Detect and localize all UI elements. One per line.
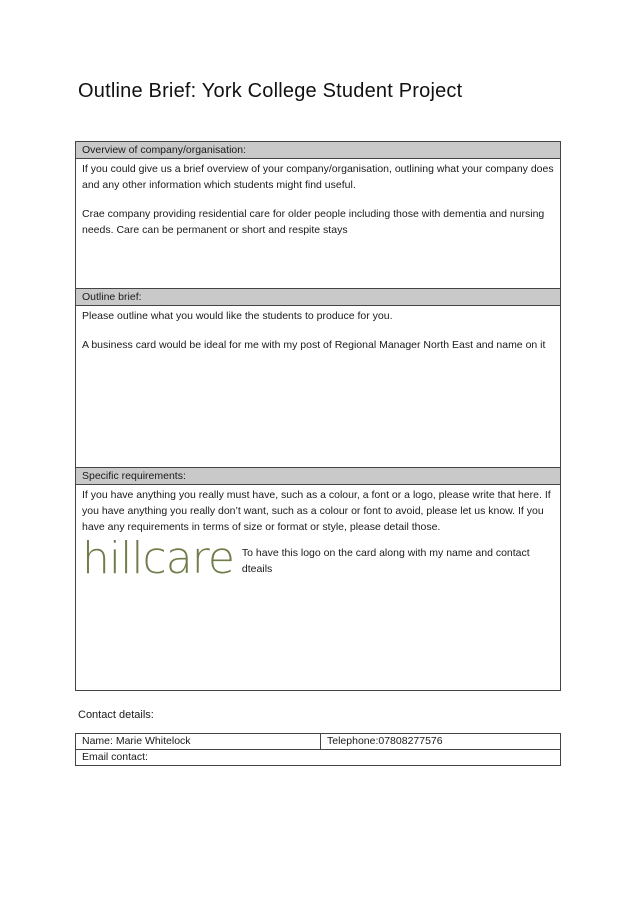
overview-answer: Crae company providing residential care for older people including those with dementia and nursing needs. Care can be permanent or short and respite stays	[82, 208, 545, 236]
hillcare-logo: hillcare	[82, 533, 234, 584]
overview-prompt: If you could give us a brief overview of your company/organisation, outlining what your company does and any other information which students might find useful.	[82, 163, 554, 191]
section-heading-overview: Overview of company/organisation:	[76, 142, 560, 159]
contact-row	[76, 734, 560, 749]
logo-row	[82, 533, 554, 584]
contact-table	[75, 733, 561, 766]
page-title: Outline Brief: York College Student Project	[78, 80, 463, 102]
section-heading-requirements: Specific requirements:	[76, 468, 560, 485]
logo-note: To have this logo on the card along with my name and contact dteails	[241, 547, 530, 575]
brief-table	[75, 141, 561, 691]
outline-answer: A business card would be ideal for me with my post of Regional Manager North East and name on it	[82, 339, 546, 351]
outline-prompt: Please outline what you would like the students to produce for you.	[82, 310, 393, 322]
contact-label: Contact details:	[78, 709, 154, 721]
contact-row	[76, 749, 560, 765]
contact-telephone: Telephone:07808277576	[327, 735, 443, 747]
contact-name: Name: Marie Whitelock	[76, 734, 321, 749]
contact-email: Email contact:	[82, 751, 148, 763]
section-body-requirements	[76, 485, 560, 690]
requirements-prompt: If you have anything you really must have, such as a colour, a font or a logo, please write that here. If you have anything you really don’t want, such as a colour or font to avoid, please let us know. If you have any requirements in terms of size or format or style, please detail those.	[82, 489, 551, 533]
section-body-outline	[76, 306, 560, 468]
section-heading-outline: Outline brief:	[76, 289, 560, 306]
section-body-overview	[76, 159, 560, 289]
